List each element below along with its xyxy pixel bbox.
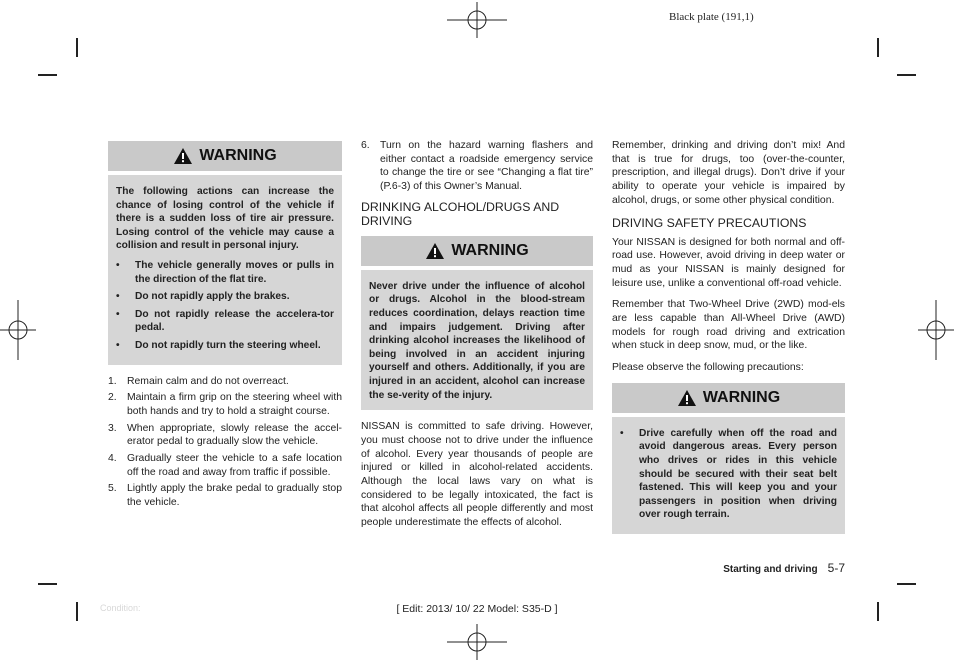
section-heading: DRIVING SAFETY PRECAUTIONS [612, 215, 807, 230]
registration-mark-icon [0, 300, 36, 360]
running-footer [723, 561, 845, 575]
column-1 [108, 141, 342, 513]
warning-bullet: • Drive carefully when off the road and avoid dangerous areas. Every person who drives or rides in this vehicle should be secured with their seat belt fastened. This will keep you and your passengers in position when driving over rough terrain. [620, 427, 837, 522]
warning-title: WARNING [451, 241, 529, 259]
crop-mark [897, 583, 916, 585]
warning-header [361, 236, 593, 266]
warning-title: WARNING [199, 147, 277, 165]
steps-list [108, 375, 342, 510]
paragraph: Remember, drinking and driving don’t mix! And that is true for drugs, too (over-the-counter, prescription, and illegal drugs). Don’t drive if your ability to operate your vehicle is impaired by alcohol, drugs, or some other physical condition. [612, 140, 845, 206]
paragraph: Your NISSAN is designed for both normal and off-road use. However, avoid driving in deep water or mud as your NISSAN is mainly designed for leisure use, unlike a conventional off-road vehicle. [612, 236, 845, 289]
step-item: 3. When appropriate, slowly release the accel-erator pedal to gradually slow the vehicle. [108, 422, 342, 448]
step-item: 2. Maintain a firm grip on the steering wheel with both hands and try to hold a straight course. [108, 392, 342, 417]
step-item: 5. Lightly apply the brake pedal to gradually stop the vehicle. [108, 483, 342, 509]
step-item: 4. Gradually steer the vehicle to a safe location off the road and away from traffic if possible. [108, 453, 342, 478]
crop-mark [76, 38, 78, 57]
condition-label: Condition: [100, 603, 141, 613]
warning-bullet: • Do not rapidly release the accelera-tor pedal. [116, 308, 334, 335]
warning-triangle-icon [677, 389, 697, 407]
warning-body [612, 417, 845, 534]
warning-title: WARNING [702, 388, 781, 406]
warning-header [108, 141, 342, 171]
section-heading: DRINKING ALCOHOL/DRUGS AND DRIVING [361, 199, 560, 228]
warning-bullet: • Do not rapidly apply the brakes. [116, 290, 334, 304]
warning-bullet: • The vehicle generally moves or pulls in the direction of the flat tire. [116, 259, 334, 286]
column-3 [612, 139, 845, 534]
warning-intro: The following actions can increase the chance of losing control of the vehicle if there is a sudden loss of tire air pressure. Losing control of the vehicle may cause a collision and result in personal injury. [116, 186, 334, 252]
step-item: 6. Turn on the hazard warning flashers and either contact a roadside emergency service to change the tire or see “Changing a flat tire” (P.6-3) of this Owner’s Manual. [361, 140, 593, 193]
paragraph: NISSAN is committed to safe driving. However, you must choose not to drive under the influence of alcohol. Every year thousands of people are injured or killed in alcohol-related accidents. Although the local laws vary on what is considered to be legally intoxicated, the fact is that alcohol affects all people differently and most people underestimate the effects of alcohol. [361, 421, 593, 529]
column-2 [361, 139, 593, 538]
crop-mark [877, 38, 879, 57]
page-number: 5-7 [827, 561, 845, 575]
registration-mark-icon [447, 624, 507, 660]
warning-triangle-icon [173, 147, 193, 165]
plate-label: Black plate (191,1) [669, 11, 754, 23]
crop-mark [38, 583, 57, 585]
section-name: Starting and driving [723, 564, 818, 575]
warning-triangle-icon [425, 242, 445, 260]
warning-body [361, 270, 593, 410]
crop-mark [38, 74, 57, 76]
paragraph: Please observe the following precautions: [612, 362, 804, 374]
steps-list [361, 139, 593, 194]
warning-header [612, 383, 845, 413]
paragraph: Remember that Two-Wheel Drive (2WD) mod-els are less capable than All-Wheel Drive (AWD) models for rough road driving and extrication when stuck in deep snow, mud, or the like. [612, 299, 845, 352]
crop-mark [897, 74, 916, 76]
step-item: 1. Remain calm and do not overreact. [108, 375, 289, 387]
edit-info: [ Edit: 2013/ 10/ 22 Model: S35-D ] [396, 603, 558, 615]
warning-body [108, 175, 342, 365]
registration-mark-icon [447, 2, 507, 38]
registration-mark-icon [918, 300, 954, 360]
warning-bullet: • Do not rapidly turn the steering wheel. [116, 339, 334, 353]
warning-text: Never drive under the influence of alcohol or drugs. Alcohol in the blood-stream reduces coordination, delays reaction time and impairs judgement. Driving after drinking alcohol increases the likelihood of being involved in an accident injuring yourself and others. Additionally, if you are injured in an accident, alcohol can increase the se-verity of the injury. [369, 280, 585, 401]
warning-bullet-list [620, 427, 837, 522]
warning-bullet-list [116, 259, 334, 353]
